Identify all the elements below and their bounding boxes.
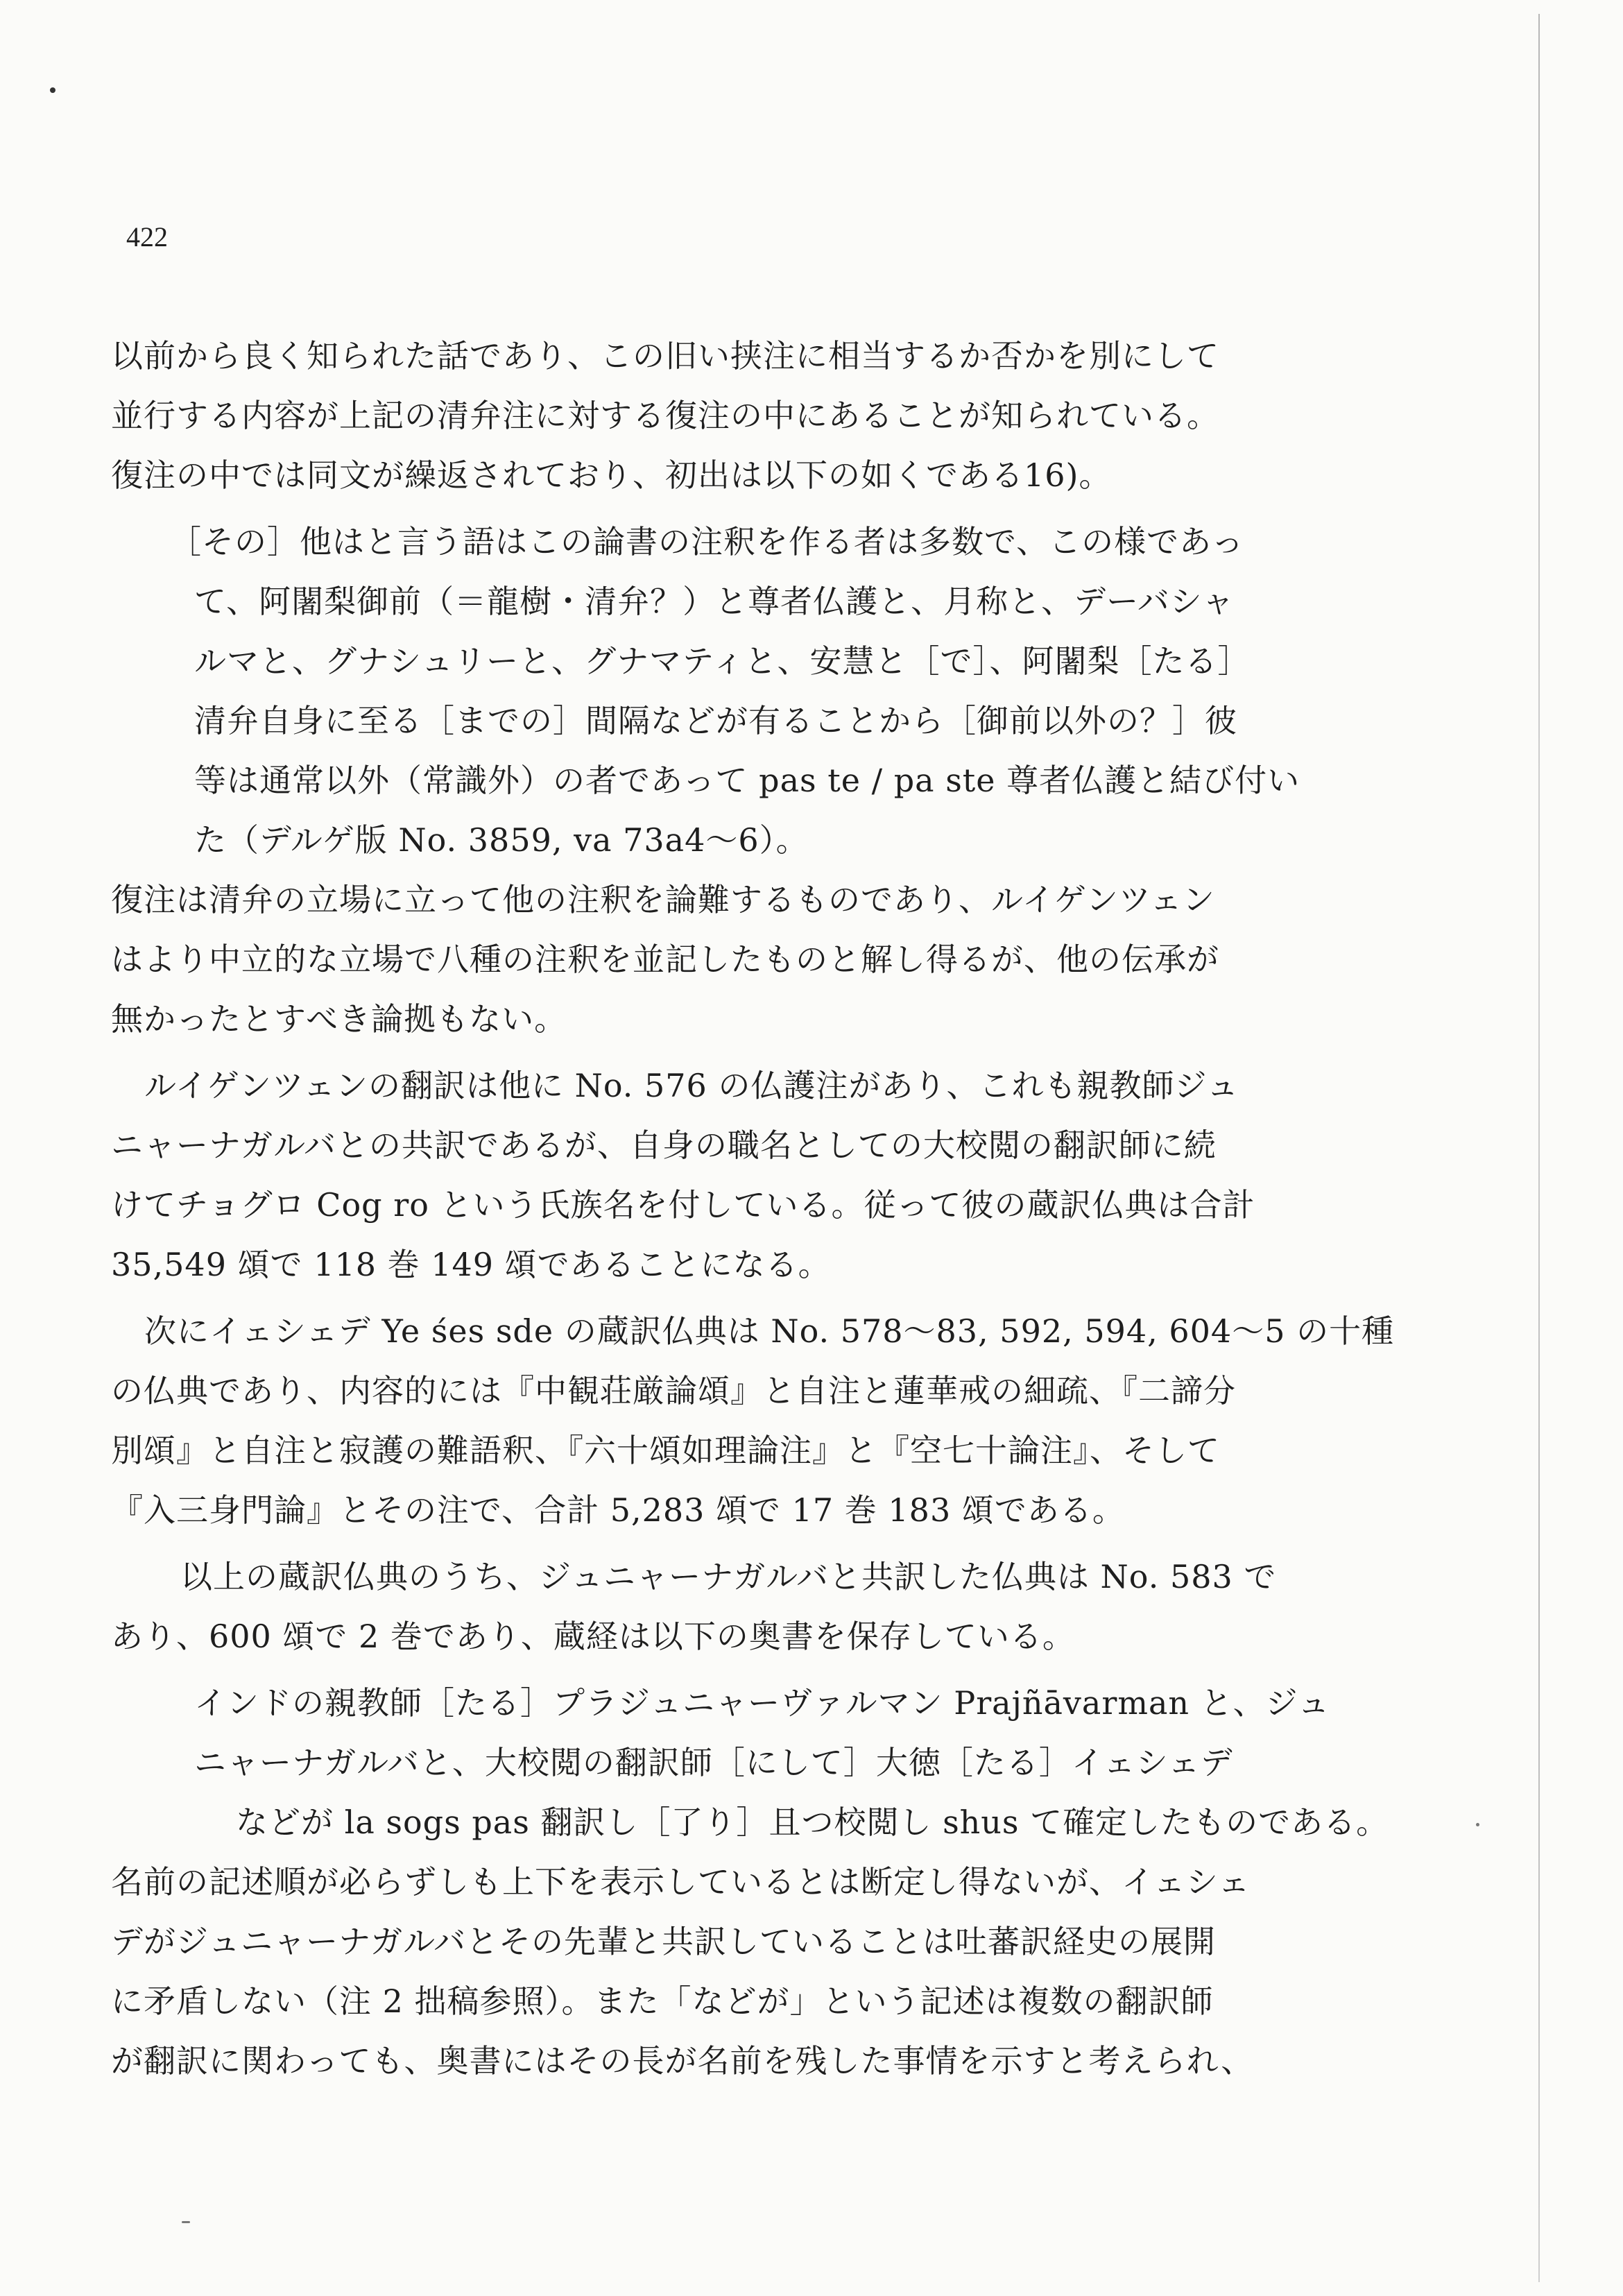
paragraph — [111, 326, 1304, 505]
text-line: の仏典であり、内容的には『中観荘厳論頌』と自注と蓮華戒の細疏、『二諦分 — [111, 1372, 1236, 1410]
text-line: 無かったとすべき論拠もない。 — [111, 1000, 567, 1038]
quote-line: 清弁自身に至る［までの］間隔などが有ることから［御前以外の？］彼 — [194, 702, 1237, 739]
quote-line: て、阿闍梨御前（＝龍樹・清弁？）と尊者仏護と、月称と、デーバシャ — [194, 583, 1235, 620]
quote-line: などが la sogs pas 翻訳し［了り］且つ校閲し shus て確定したものである。 — [236, 1804, 1389, 1841]
text-line: 別頌』と自注と寂護の難語釈、『六十頌如理論注』と『空七十論注』、そして — [111, 1432, 1220, 1469]
text-line: 復注は清弁の立場に立って他の注釈を論難するものであり、ルイゲンツェン — [111, 881, 1216, 918]
text-line: 名前の記述順が必らずしも上下を表示しているとは断定し得ないが、イェシェ — [111, 1863, 1251, 1901]
text-line: あり、600 頌で 2 巻であり、蔵経は以下の奥書を保存している。 — [111, 1618, 1075, 1655]
text-line: 次にイェシェデ Ye śes sde の蔵訳仏典は No. 578〜83, 592, 594, 604〜5 の十種 — [144, 1312, 1395, 1350]
text-line: に矛盾しない（注 2 拙稿参照）。また「などが」という記述は複数の翻訳師 — [111, 1982, 1214, 2020]
text-line: はより中立的な立場で八種の注釈を並記したものと解し得るが、他の伝承が — [111, 941, 1219, 978]
paragraph — [111, 1056, 1304, 1294]
text-line: ニャーナガルバとの共訳であるが、自身の職名としての大校閲の翻訳師に続 — [111, 1126, 1217, 1164]
paragraph — [111, 1547, 1304, 1666]
text-line: 以上の蔵訳仏典のうち、ジュニャーナガルバと共訳した仏典は No. 583 で — [180, 1558, 1277, 1595]
text-line: デがジュニャーナガルバとその先輩と共訳していることは吐蕃訳経史の展開 — [111, 1923, 1216, 1960]
page-edge-line — [1538, 14, 1540, 2282]
text-line: が翻訳に関わっても、奥書にはその長が名前を残した事情を示すと考えられ、 — [111, 2042, 1254, 2080]
quote-line: 等は通常以外（常識外）の者であって pas te / pa ste 尊者仏護と結び付い — [194, 762, 1300, 799]
text-line: ルイゲンツェンの翻訳は他に No. 576 の仏護注があり、これも親教師ジュ — [144, 1067, 1239, 1104]
quote-line: ルマと、グナシュリーと、グナマティと、安慧と［で］、阿闍梨［たる］ — [194, 642, 1251, 680]
text-line: 以前から良く知られた話であり、この旧い挟注に相当するか否かを別にして — [111, 337, 1219, 375]
text-line: 35,549 頌で 118 巻 149 頌であることになる。 — [111, 1246, 831, 1283]
text-line: 復注の中では同文が繰返されており、初出は以下の如くである16)。 — [111, 456, 1112, 494]
text-line: 並行する内容が上記の清弁注に対する復注の中にあることが知られている。 — [111, 397, 1219, 434]
paragraph — [111, 1852, 1304, 2091]
quote-line: ［その］他はと言う語はこの論書の注釈を作る者は多数で、この様であっ — [169, 523, 1244, 560]
paragraph — [111, 870, 1304, 1049]
block-quote — [111, 512, 1304, 870]
quote-line: ニャーナガルバと、大校閲の翻訳師［にして］大徳［たる］イェシェデ — [194, 1744, 1233, 1781]
text-line: 『入三身門論』とその注で、合計 5,283 頌で 17 巻 183 頌である。 — [111, 1491, 1125, 1529]
block-quote — [111, 1673, 1389, 1852]
scan-speck — [50, 87, 55, 93]
scan-speck — [1476, 1823, 1479, 1826]
quote-line: インドの親教師［たる］プラジュニャーヴァルマン Prajñāvarman と、ジュ — [194, 1684, 1330, 1722]
body-text — [111, 326, 1395, 2091]
quote-line: た（デルゲ版 No. 3859, va 73a4〜6）。 — [194, 821, 809, 859]
scan-speck — [182, 2221, 190, 2223]
page-number: 422 — [126, 221, 168, 252]
text-line: けてチョグロ Cog ro という氏族名を付している。従って彼の蔵訳仏典は合計 — [111, 1186, 1255, 1224]
paragraph — [111, 1301, 1395, 1540]
